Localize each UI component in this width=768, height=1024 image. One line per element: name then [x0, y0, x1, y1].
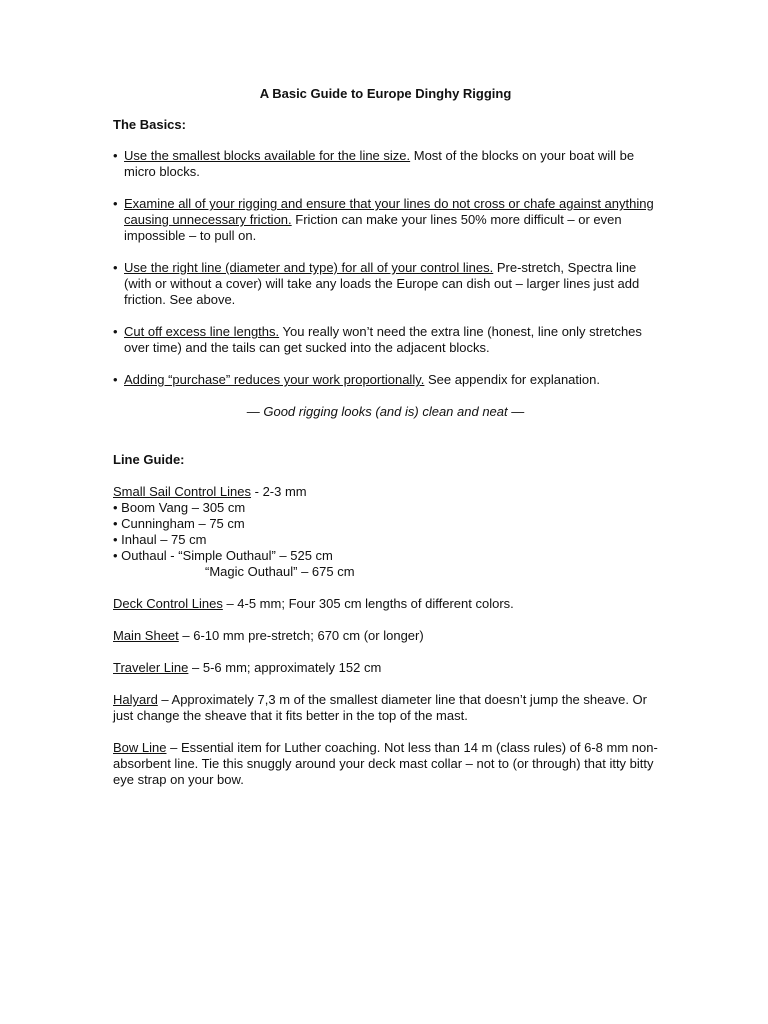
halyard-label: Halyard: [113, 692, 158, 707]
bullet-marker: •: [113, 148, 118, 163]
motto-line: — Good rigging looks (and is) clean and neat —: [246, 404, 525, 419]
document-page: [113, 86, 658, 804]
small-sail-row: • Outhaul - “Simple Outhaul” – 525 cm: [113, 548, 333, 563]
basics-item-rest: Friction can make your lines 50% more difficult – or even impossible – to pull on.: [124, 212, 622, 243]
basics-item-rest: Pre-stretch, Spectra line (with or without a cover) will take any loads the Europe can dish out – larger lines just add friction. See above.: [124, 260, 640, 307]
basics-item-lead: Use the right line (diameter and type) for all of your control lines.: [124, 260, 494, 275]
line-guide-heading: Line Guide:: [113, 452, 185, 467]
bullet-marker: •: [113, 260, 118, 275]
basics-item-lead: Use the smallest blocks available for the line size.: [124, 148, 411, 163]
small-sail-spec: - 2-3 mm: [251, 484, 307, 499]
basics-item-lead: Adding “purchase” reduces your work proportionally.: [124, 372, 425, 387]
deck-label: Deck Control Lines: [113, 596, 223, 611]
basics-item-rest: Most of the blocks on your boat will be micro blocks.: [124, 148, 635, 179]
traveler-label: Traveler Line: [113, 660, 189, 675]
traveler-line: [113, 660, 658, 676]
main-sheet-label: Main Sheet: [113, 628, 179, 643]
basics-item: [113, 196, 658, 244]
bullet-marker: •: [113, 372, 118, 387]
basics-item: [113, 324, 658, 356]
traveler-spec: – 5-6 mm; approximately 152 cm: [188, 660, 382, 675]
bow-line-label: Bow Line: [113, 740, 167, 755]
deck-control-lines: [113, 596, 658, 612]
small-sail-row: • Cunningham – 75 cm: [113, 516, 245, 531]
small-sail-row: • Inhaul – 75 cm: [113, 532, 207, 547]
basics-item: [113, 148, 658, 180]
basics-item-lead: Cut off excess line lengths.: [124, 324, 280, 339]
basics-item-lead: Examine all of your rigging and ensure that your lines do not cross or chafe against anything causing unnecessary friction.: [124, 196, 654, 227]
main-sheet-spec: – 6-10 mm pre-stretch; 670 cm (or longer): [178, 628, 424, 643]
basics-item: [113, 372, 658, 388]
magic-outhaul-row: “Magic Outhaul” – 675 cm: [205, 564, 355, 579]
bullet-marker: •: [113, 324, 118, 339]
deck-spec: – 4-5 mm; Four 305 cm lengths of different colors.: [222, 596, 514, 611]
bullet-marker: •: [113, 196, 118, 211]
bow-line: [113, 740, 658, 788]
small-sail-row: • Boom Vang – 305 cm: [113, 500, 246, 515]
small-sail-section: [113, 484, 658, 580]
bow-line-spec: – Essential item for Luther coaching. Not less than 14 m (class rules) of 6-8 mm non-absorbent line. Tie this snuggly around your deck mast collar – not to (or through) that itty bitty eye strap on your bow.: [113, 740, 658, 787]
halyard-spec: – Approximately 7,3 m of the smallest diameter line that doesn’t jump the sheave. Or just change the sheave that it fits better in the top of the mast.: [113, 692, 647, 723]
small-sail-label: Small Sail Control Lines: [113, 484, 252, 499]
document-title: A Basic Guide to Europe Dinghy Rigging: [259, 86, 512, 101]
main-sheet: [113, 628, 658, 644]
basics-item-rest: You really won’t need the extra line (honest, line only stretches over time) and the tails can get sucked into the adjacent blocks.: [124, 324, 642, 355]
basics-item-rest: See appendix for explanation.: [424, 372, 600, 387]
halyard: [113, 692, 658, 724]
basics-item: [113, 260, 658, 308]
basics-heading: The Basics:: [113, 117, 186, 132]
